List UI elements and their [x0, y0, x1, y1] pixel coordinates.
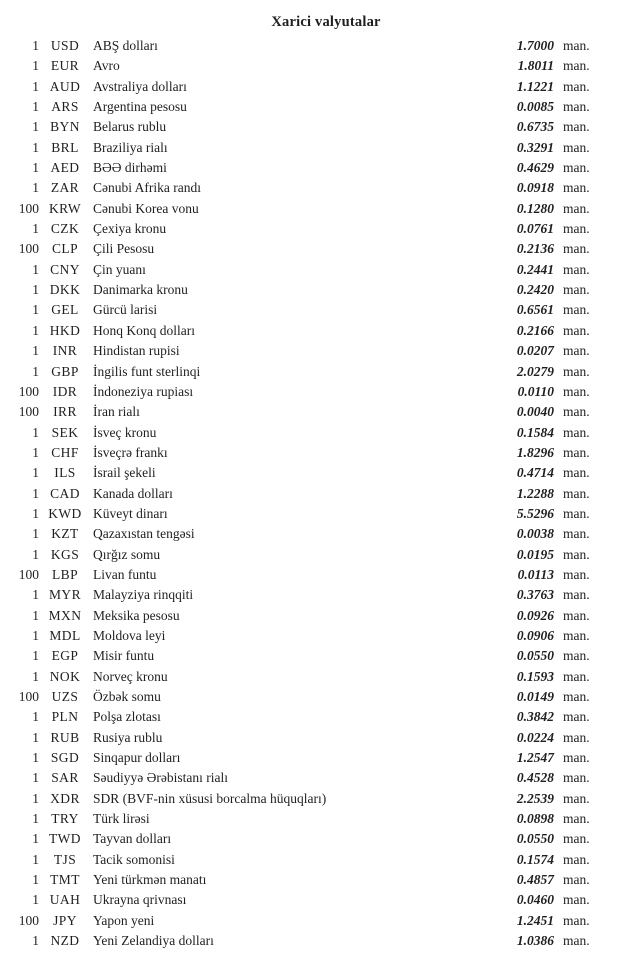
currency-quantity: 1 [32, 58, 39, 74]
currency-name: Cənubi Afrika randı [93, 180, 201, 196]
page-title: Xarici valyutalar [271, 14, 381, 30]
currency-name: Norveç kronu [93, 668, 168, 684]
currency-unit: man. [563, 546, 590, 562]
currency-row [0, 199, 620, 219]
currency-rate: 1.2547 [516, 750, 554, 766]
currency-quantity: 1 [32, 119, 39, 135]
currency-unit: man. [563, 99, 590, 115]
currency-name: Meksika pesosu [93, 607, 180, 623]
currency-code: SEK [51, 424, 79, 440]
currency-code: PLN [51, 709, 79, 725]
currency-code: CHF [51, 444, 79, 460]
currency-rate: 0.2441 [516, 261, 554, 277]
currency-code: ILS [54, 465, 76, 481]
currency-rate: 0.1574 [516, 851, 554, 867]
currency-code: XDR [50, 790, 80, 806]
currency-code: SGD [50, 750, 80, 766]
currency-unit: man. [563, 261, 590, 277]
currency-row [0, 341, 620, 361]
currency-rate: 0.2420 [516, 282, 554, 298]
currency-quantity: 1 [32, 933, 39, 949]
currency-rate: 1.2451 [516, 912, 554, 928]
currency-unit: man. [563, 180, 590, 196]
currency-name: Tacik somonisi [93, 851, 175, 867]
currency-quantity: 1 [32, 750, 39, 766]
currency-code: NOK [49, 668, 81, 684]
currency-quantity: 100 [18, 383, 39, 399]
currency-quantity: 1 [32, 180, 39, 196]
currency-table [0, 36, 620, 951]
currency-code: KWD [48, 505, 82, 521]
currency-quantity: 100 [18, 689, 39, 704]
currency-quantity: 1 [32, 444, 39, 460]
currency-unit: man. [563, 566, 590, 582]
currency-unit: man. [563, 872, 590, 888]
currency-row [0, 219, 620, 239]
currency-unit: man. [563, 851, 590, 867]
currency-name: Avstraliya dolları [93, 78, 187, 94]
currency-quantity: 1 [32, 99, 39, 115]
currency-code: AED [50, 160, 80, 176]
currency-rate: 0.3291 [516, 139, 554, 155]
currency-row [0, 789, 620, 809]
currency-code: INR [52, 343, 78, 359]
currency-name: Argentina pesosu [93, 99, 187, 115]
currency-name: Polşa zlotası [93, 709, 161, 725]
currency-rate: 0.6561 [516, 302, 554, 318]
currency-rate: 0.1593 [516, 668, 554, 684]
currency-quantity: 1 [32, 485, 39, 501]
currency-unit: man. [563, 200, 590, 216]
currency-rate: 0.4528 [516, 770, 554, 786]
currency-row [0, 484, 620, 504]
currency-code: AUD [49, 78, 81, 94]
currency-rate: 0.0906 [516, 627, 554, 643]
currency-unit: man. [563, 404, 590, 420]
currency-row [0, 280, 620, 300]
currency-row [0, 402, 620, 422]
currency-name: Türk lirəsi [93, 811, 150, 827]
currency-unit: man. [563, 811, 590, 827]
currency-code: EUR [50, 58, 80, 74]
currency-quantity: 1 [32, 139, 39, 155]
currency-rate: 1.0386 [516, 933, 554, 949]
currency-code: NZD [50, 933, 80, 949]
currency-quantity: 1 [32, 790, 39, 806]
currency-code: USD [50, 38, 80, 53]
currency-unit: man. [563, 302, 590, 318]
currency-row [0, 707, 620, 727]
currency-unit: man. [563, 119, 590, 135]
currency-name: Çili Pesosu [93, 241, 155, 257]
currency-name: Honq Konq dolları [93, 322, 195, 338]
currency-quantity: 1 [32, 465, 39, 481]
currency-unit: man. [563, 485, 590, 501]
currency-unit: man. [563, 627, 590, 643]
currency-unit: man. [563, 912, 590, 928]
currency-name: Braziliya rialı [93, 139, 168, 155]
currency-name: Qırğız somu [93, 546, 161, 562]
currency-row [0, 382, 620, 402]
currency-unit: man. [563, 831, 590, 847]
currency-unit: man. [563, 343, 590, 359]
currency-unit: man. [563, 322, 590, 338]
currency-name: ABŞ dolları [93, 38, 158, 53]
currency-quantity: 100 [18, 404, 39, 420]
currency-row [0, 728, 620, 748]
currency-row [0, 748, 620, 768]
currency-name: Belarus rublu [93, 119, 167, 135]
currency-unit: man. [563, 689, 590, 704]
currency-quantity: 1 [32, 872, 39, 888]
currency-quantity: 100 [18, 200, 39, 216]
currency-code: ZAR [50, 180, 80, 196]
currency-row [0, 585, 620, 605]
currency-quantity: 1 [32, 607, 39, 623]
currency-row [0, 239, 620, 259]
currency-name: İsrail şekeli [93, 465, 156, 481]
currency-quantity: 1 [32, 343, 39, 359]
currency-quantity: 1 [32, 892, 39, 908]
currency-rate: 2.0279 [516, 363, 554, 379]
currency-rate: 0.0207 [516, 343, 554, 359]
currency-code: RUB [50, 729, 80, 745]
currency-unit: man. [563, 933, 590, 949]
currency-row [0, 626, 620, 646]
currency-row [0, 911, 620, 931]
currency-quantity: 1 [32, 505, 39, 521]
currency-row [0, 260, 620, 280]
currency-rate: 0.0224 [516, 729, 554, 745]
currency-name: SDR (BVF-nin xüsusi borcalma hüquqları) [93, 790, 327, 806]
currency-rate: 0.0550 [516, 831, 554, 847]
currency-unit: man. [563, 139, 590, 155]
currency-name: Yeni Zelandiya dolları [93, 933, 214, 949]
currency-name: Çexiya kronu [93, 221, 167, 237]
currency-name: İngilis funt sterlinqi [93, 363, 201, 379]
currency-name: Livan funtu [93, 566, 157, 582]
currency-quantity: 1 [32, 160, 39, 176]
currency-quantity: 1 [32, 546, 39, 562]
currency-row [0, 423, 620, 443]
currency-code: UZS [51, 689, 79, 704]
currency-row [0, 77, 620, 97]
currency-name: Səudiyyə Ərəbistanı rialı [93, 770, 228, 786]
currency-row [0, 850, 620, 870]
currency-rate: 0.0550 [516, 648, 554, 664]
currency-row [0, 545, 620, 565]
currency-unit: man. [563, 587, 590, 603]
currency-rate: 0.0761 [516, 221, 554, 237]
currency-unit: man. [563, 160, 590, 176]
currency-code: TJS [53, 851, 77, 867]
currency-unit: man. [563, 770, 590, 786]
currency-unit: man. [563, 424, 590, 440]
currency-unit: man. [563, 668, 590, 684]
currency-code: KRW [49, 200, 81, 216]
currency-code: CZK [50, 221, 80, 237]
currency-quantity: 1 [32, 729, 39, 745]
currency-quantity: 1 [32, 221, 39, 237]
currency-name: Rusiya rublu [93, 729, 163, 745]
currency-name: Malayziya rinqqiti [93, 587, 194, 603]
currency-row [0, 504, 620, 524]
currency-rate: 0.0113 [517, 566, 554, 582]
currency-row [0, 443, 620, 463]
currency-row [0, 809, 620, 829]
currency-name: Ukrayna qrivnası [93, 892, 187, 908]
currency-quantity: 1 [32, 709, 39, 725]
currency-code: TWD [49, 831, 81, 847]
currency-name: Çin yuanı [93, 261, 146, 277]
currency-name: İndoneziya rupiası [93, 383, 194, 399]
currency-unit: man. [563, 648, 590, 664]
currency-row [0, 97, 620, 117]
currency-code: IRR [53, 404, 77, 420]
currency-row [0, 362, 620, 382]
currency-rate: 0.0149 [516, 689, 554, 704]
currency-row [0, 117, 620, 137]
currency-code: MXN [48, 607, 82, 623]
currency-code: HKD [49, 322, 81, 338]
currency-name: Kanada dolları [93, 485, 173, 501]
currency-unit: man. [563, 78, 590, 94]
currency-code: CLP [52, 241, 78, 257]
currency-row [0, 56, 620, 76]
currency-quantity: 1 [32, 322, 39, 338]
currency-row [0, 687, 620, 707]
currency-rate: 0.4629 [516, 160, 554, 176]
currency-quantity: 1 [32, 526, 39, 542]
currency-name: Qazaxıstan tengəsi [93, 526, 195, 542]
currency-code: TMT [50, 872, 80, 888]
currency-row [0, 463, 620, 483]
currency-row [0, 768, 620, 788]
currency-row [0, 300, 620, 320]
currency-name: Yapon yeni [93, 912, 155, 928]
currency-rate: 1.2288 [516, 485, 554, 501]
currency-rate: 0.6735 [516, 119, 554, 135]
currency-row [0, 870, 620, 890]
currency-unit: man. [563, 282, 590, 298]
currency-quantity: 1 [32, 831, 39, 847]
currency-quantity: 100 [18, 912, 39, 928]
currency-unit: man. [563, 241, 590, 257]
currency-name: Gürcü larisi [93, 302, 158, 318]
currency-code: SAR [51, 770, 79, 786]
currency-quantity: 1 [32, 627, 39, 643]
currency-name: Yeni türkmən manatı [93, 872, 207, 888]
currency-unit: man. [563, 729, 590, 745]
currency-name: Danimarka kronu [93, 282, 188, 298]
currency-code: BRL [51, 139, 79, 155]
currency-unit: man. [563, 892, 590, 908]
currency-unit: man. [563, 58, 590, 74]
currency-name: Misir funtu [93, 648, 155, 664]
currency-quantity: 100 [18, 241, 39, 257]
currency-quantity: 1 [32, 302, 39, 318]
currency-rate: 0.0195 [516, 546, 554, 562]
currency-quantity: 1 [32, 811, 39, 827]
currency-row [0, 606, 620, 626]
currency-row [0, 565, 620, 585]
currency-rate: 1.8011 [517, 58, 554, 74]
currency-quantity: 1 [32, 38, 39, 53]
currency-unit: man. [563, 790, 590, 806]
currency-name: İran rialı [93, 404, 140, 420]
currency-rate: 0.1584 [516, 424, 554, 440]
currency-rate: 0.0898 [516, 811, 554, 827]
currency-name: İsveç kronu [93, 424, 157, 440]
currency-quantity: 1 [32, 587, 39, 603]
currency-code: EGP [51, 648, 79, 664]
currency-unit: man. [563, 221, 590, 237]
currency-row [0, 138, 620, 158]
currency-quantity: 1 [32, 282, 39, 298]
currency-rate: 0.2136 [516, 241, 554, 257]
currency-unit: man. [563, 465, 590, 481]
currency-name: Sinqapur dolları [93, 750, 181, 766]
currency-code: LBP [52, 566, 78, 582]
currency-rate: 1.1221 [516, 78, 554, 94]
currency-quantity: 1 [32, 363, 39, 379]
currency-rate: 0.0918 [516, 180, 554, 196]
currency-unit: man. [563, 526, 590, 542]
currency-code: KZT [51, 526, 79, 542]
currency-code: DKK [49, 282, 81, 298]
currency-row [0, 667, 620, 687]
currency-unit: man. [563, 750, 590, 766]
currency-name: Moldova leyi [93, 627, 166, 643]
currency-rate: 0.3763 [516, 587, 554, 603]
currency-row [0, 178, 620, 198]
currency-rate: 0.0460 [516, 892, 554, 908]
currency-code: BYN [50, 119, 80, 135]
currency-quantity: 1 [32, 648, 39, 664]
currency-rate: 0.4857 [516, 872, 554, 888]
currency-code: MDL [49, 627, 81, 643]
currency-rate: 0.1280 [516, 200, 554, 216]
currency-rate: 0.3842 [516, 709, 554, 725]
currency-rate: 1.7000 [516, 38, 554, 53]
currency-name: Hindistan rupisi [93, 343, 180, 359]
currency-name: Tayvan dolları [93, 831, 172, 847]
currency-code: MYR [49, 587, 81, 603]
currency-rate: 0.0038 [516, 526, 554, 542]
currency-code: UAH [49, 892, 81, 908]
currency-unit: man. [563, 383, 590, 399]
currency-quantity: 100 [18, 566, 39, 582]
currency-name: BƏƏ dirhəmi [93, 160, 167, 176]
currency-code: ARS [51, 99, 79, 115]
currency-row [0, 931, 620, 951]
currency-unit: man. [563, 505, 590, 521]
currency-quantity: 1 [32, 668, 39, 684]
currency-unit: man. [563, 607, 590, 623]
currency-row [0, 524, 620, 544]
currency-unit: man. [563, 363, 590, 379]
currency-rate: 0.0085 [516, 99, 554, 115]
currency-rate: 1.8296 [516, 444, 554, 460]
currency-code: CAD [50, 485, 80, 501]
currency-rate: 0.4714 [516, 465, 554, 481]
currency-code: IDR [52, 383, 78, 399]
currency-rate: 2.2539 [516, 790, 554, 806]
currency-name: Küveyt dinarı [93, 505, 168, 521]
currency-code: KGS [50, 546, 80, 562]
currency-row [0, 829, 620, 849]
currency-rate: 0.0926 [516, 607, 554, 623]
currency-row [0, 890, 620, 910]
currency-code: GBP [51, 363, 79, 379]
currency-name: Cənubi Korea vonu [93, 200, 199, 216]
currency-code: TRY [51, 811, 79, 827]
currency-row [0, 321, 620, 341]
currency-rate: 5.5296 [516, 505, 554, 521]
currency-row [0, 646, 620, 666]
currency-quantity: 1 [32, 78, 39, 94]
currency-unit: man. [563, 444, 590, 460]
currency-quantity: 1 [32, 261, 39, 277]
currency-code: JPY [53, 912, 77, 928]
currency-rate: 0.2166 [516, 322, 554, 338]
currency-quantity: 1 [32, 851, 39, 867]
currency-quantity: 1 [32, 424, 39, 440]
currency-rate: 0.0110 [517, 383, 554, 399]
currency-rate: 0.0040 [516, 404, 554, 420]
currency-name: Özbək somu [93, 689, 161, 704]
currency-name: Avro [93, 58, 120, 74]
currency-unit: man. [563, 709, 590, 725]
currency-code: CNY [50, 261, 80, 277]
currency-row [0, 36, 620, 56]
currency-unit: man. [563, 38, 590, 53]
currency-code: GEL [51, 302, 79, 318]
currency-quantity: 1 [32, 770, 39, 786]
currency-row [0, 158, 620, 178]
currency-name: İsveçrə frankı [93, 444, 168, 460]
